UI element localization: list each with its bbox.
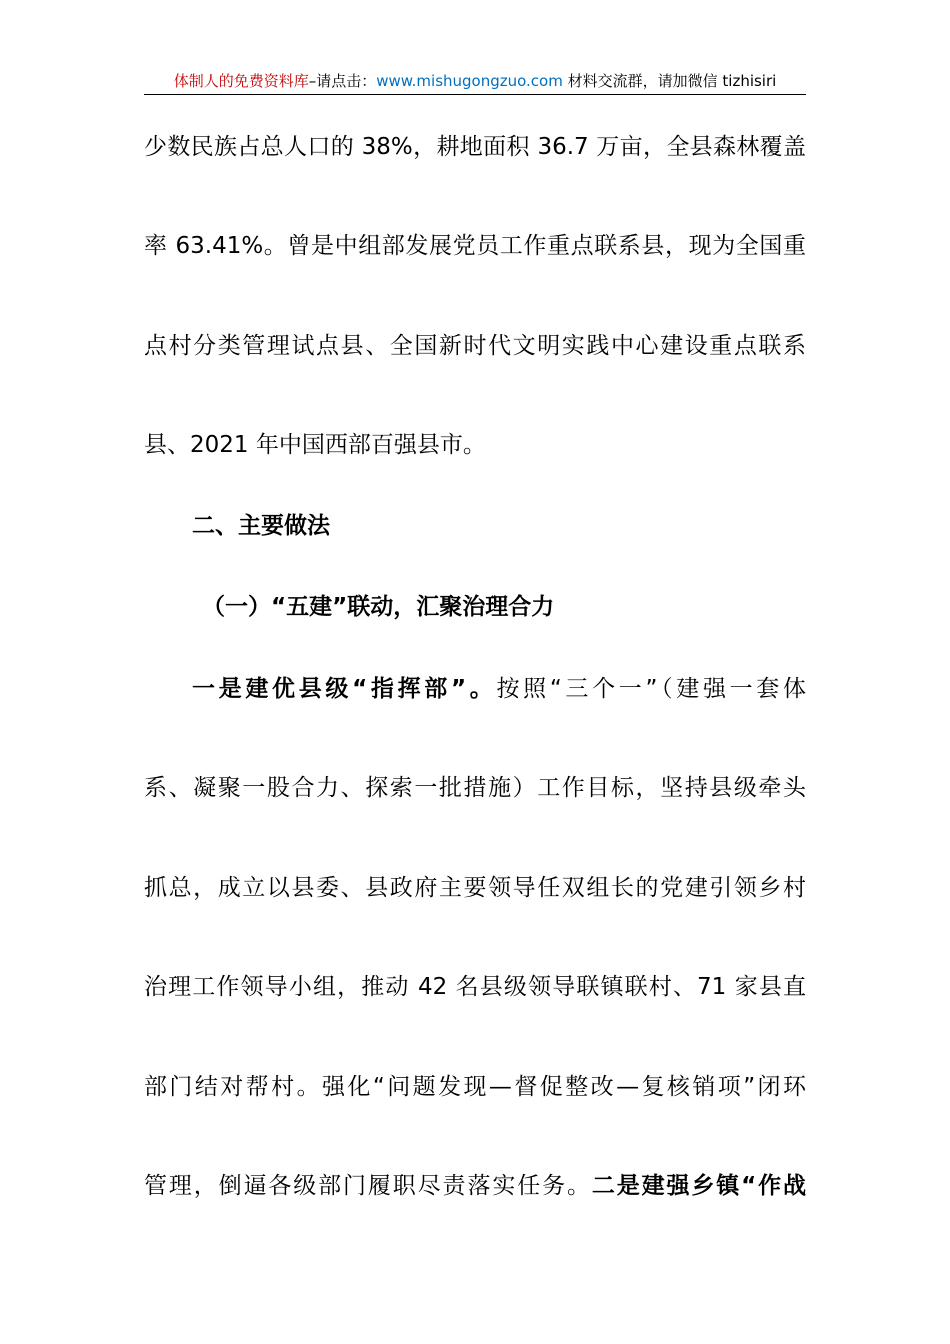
paragraph-line: 部门结对帮村。强化“问题发现—督促整改—复核销项”闭环 bbox=[144, 1074, 806, 1100]
subsection-heading: （一）“五建”联动，汇聚治理合力 bbox=[202, 594, 555, 620]
paragraph-line: 治理工作领导小组，推动 42 名县级领导联镇联村、71 家县直 bbox=[144, 974, 806, 1000]
section-heading: 二、主要做法 bbox=[192, 513, 330, 539]
paragraph-line: 少数民族占总人口的 38%，耕地面积 36.7 万亩，全县森林覆盖 bbox=[144, 134, 806, 160]
paragraph-line: 系、凝聚一股合力、探索一批措施）工作目标，坚持县级牵头 bbox=[144, 775, 806, 801]
page-header bbox=[144, 68, 806, 95]
header-prompt: –请点击： bbox=[308, 72, 377, 90]
paragraph-line: 县、2021 年中国西部百强县市。 bbox=[144, 432, 486, 458]
lead-phrase: 一是建优县级“指挥部”。 bbox=[192, 676, 497, 702]
paragraph-line bbox=[144, 1166, 806, 1206]
lead-phrase: 二是建强乡镇“作战 bbox=[591, 1173, 806, 1199]
header-wechat-note: 材料交流群，请加微信 tizhisiri bbox=[562, 72, 777, 90]
paragraph-line: 点村分类管理试点县、全国新时代文明实践中心建设重点联系 bbox=[144, 333, 806, 359]
line-text: 管理，倒逼各级部门履职尽责落实任务。 bbox=[144, 1173, 592, 1199]
header-brand: 体制人的免费资料库 bbox=[173, 72, 309, 90]
paragraph-line bbox=[144, 669, 806, 709]
paragraph-line: 率 63.41%。曾是中组部发展党员工作重点联系县，现为全国重 bbox=[144, 233, 806, 259]
paragraph-line: 抓总，成立以县委、县政府主要领导任双组长的党建引领乡村 bbox=[144, 875, 806, 901]
header-url-link[interactable]: www.mishugongzuo.com bbox=[376, 72, 563, 90]
line-text: 按照“三个一”（建强一套体 bbox=[496, 676, 806, 702]
